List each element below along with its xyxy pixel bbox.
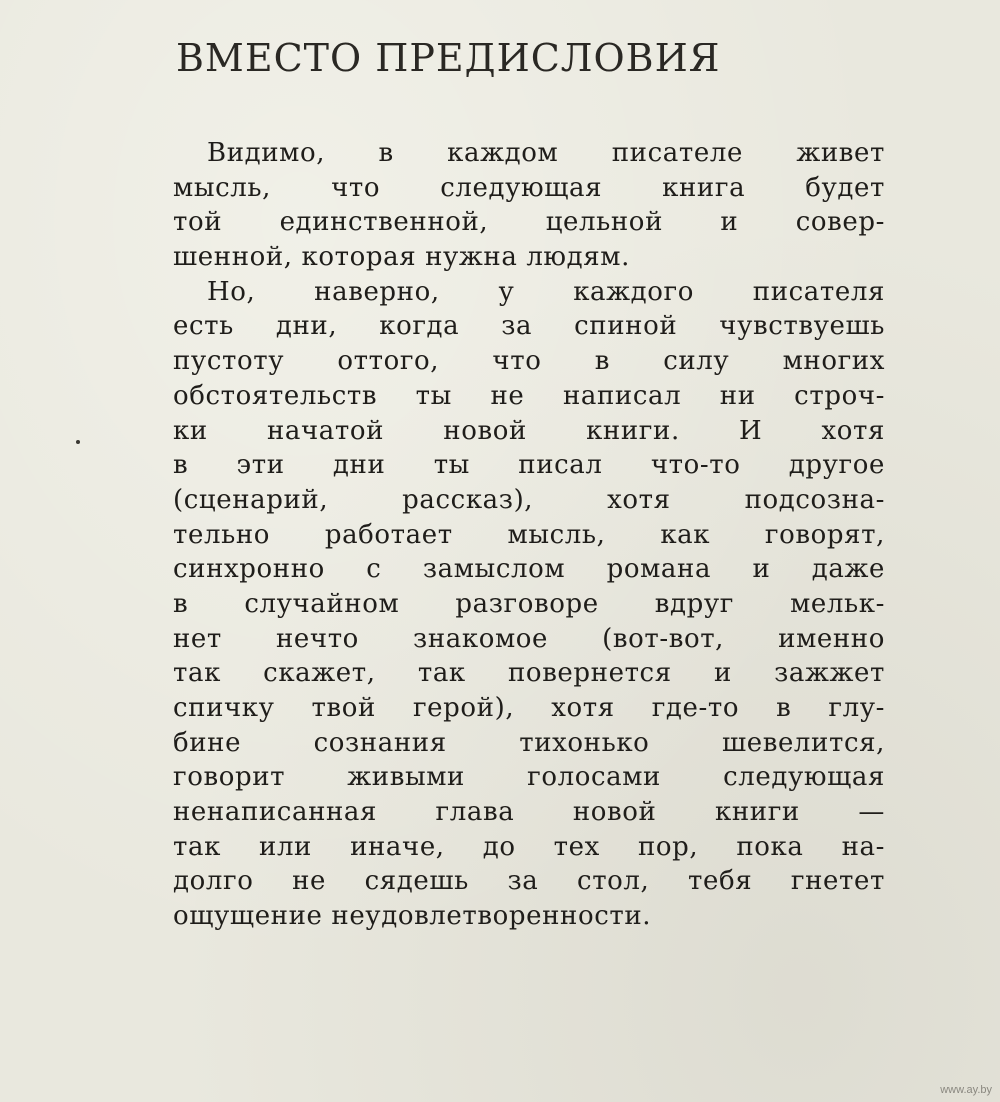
text-line: (сценарий, рассказ), хотя подсозна-: [173, 484, 885, 515]
text-line: мысль, что следующая книга будет: [173, 172, 885, 203]
text-line: в случайном разговоре вдруг мельк-: [173, 588, 885, 619]
text-line: ненаписанная глава новой книги —: [173, 797, 885, 828]
text-line: бине сознания тихонько шевелится,: [173, 727, 885, 758]
text-line: шенной, которая нужна людям.: [173, 242, 630, 273]
text-line: пустоту оттого, что в силу многих: [173, 346, 885, 377]
text-line: долго не сядешь за стол, тебя гнетет: [173, 866, 885, 897]
text-line: той единственной, цельной и совер-: [173, 207, 885, 238]
text-line: есть дни, когда за спиной чувствуешь: [173, 311, 885, 342]
body-text: [173, 136, 885, 934]
text-line: синхронно с замыслом романа и даже: [173, 554, 885, 585]
text-line: Видимо, в каждом писателе живет: [207, 138, 885, 168]
paper-speck: [76, 440, 80, 444]
text-line: тельно работает мысль, как говорят,: [173, 519, 885, 550]
text-line: ки начатой новой книги. И хотя: [173, 415, 885, 446]
text-line: ощущение неудовлетворенности.: [173, 901, 652, 932]
watermark: www.ay.by: [940, 1084, 992, 1096]
text-line: обстоятельств ты не написал ни строч-: [173, 380, 885, 411]
text-line: так или иначе, до тех пор, пока на-: [173, 831, 885, 862]
text-line: нет нечто знакомое (вот-вот, именно: [173, 623, 885, 654]
text-line: говорит живыми голосами следующая: [173, 762, 885, 793]
text-line: Но, наверно, у каждого писателя: [207, 276, 885, 307]
text-line: спичку твой герой), хотя где-то в глу-: [173, 693, 885, 723]
page-title: ВМЕСТО ПРЕДИСЛОВИЯ: [176, 36, 721, 80]
text-line: в эти дни ты писал что-то другое: [173, 450, 885, 481]
text-line: так скажет, так повернется и зажжет: [173, 658, 885, 689]
